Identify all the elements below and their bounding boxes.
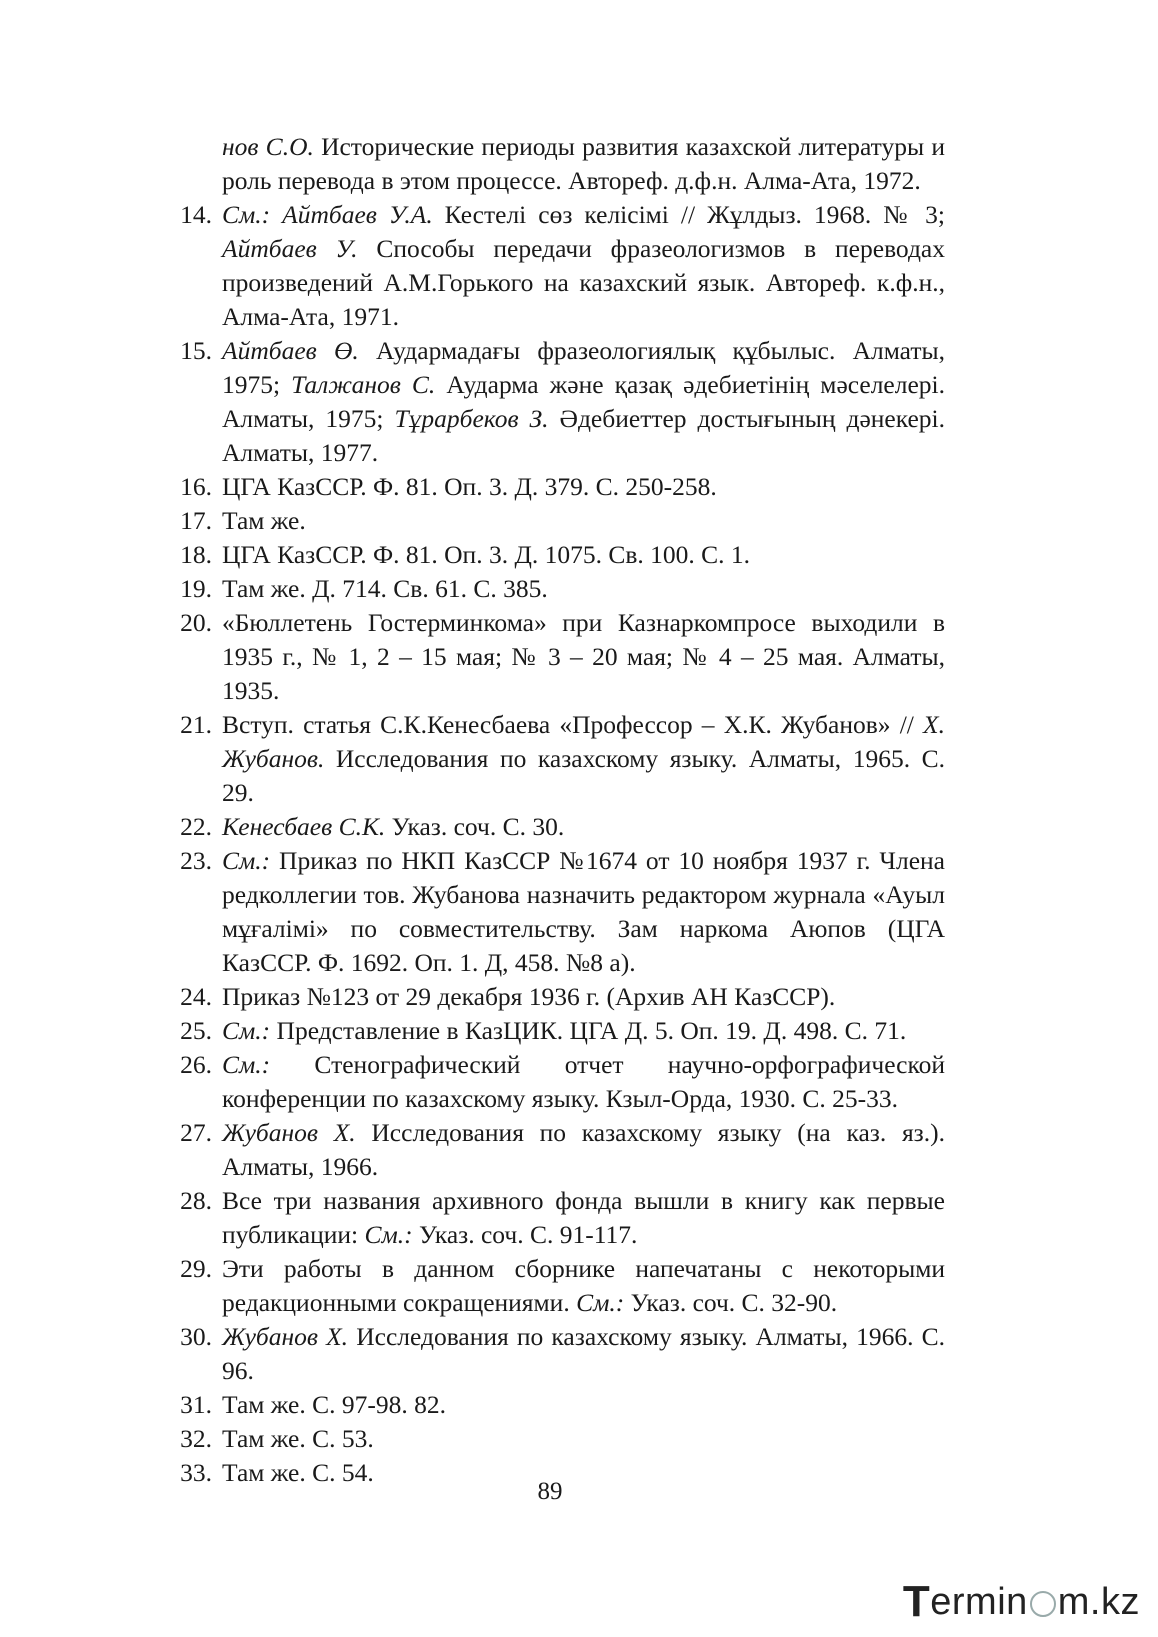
endnote-italic-segment: См.: <box>222 1016 271 1045</box>
endnote-number: 27. <box>180 1118 212 1147</box>
endnote-item <box>160 198 945 334</box>
endnote-italic-segment: См.: <box>222 1050 271 1079</box>
endnote-text-segment: Там же. <box>222 506 306 535</box>
endnote-text <box>222 504 945 538</box>
watermark-logo <box>903 1577 1140 1627</box>
logo-text-1: ermin <box>930 1580 1028 1623</box>
endnote-text-segment: Исследования по казахскому языку (на каз. яз.). Алматы, 1966. <box>222 1118 945 1181</box>
endnote-text <box>222 538 945 572</box>
endnote-text <box>222 1252 945 1320</box>
endnote-text <box>222 708 945 810</box>
endnote-number: 26. <box>180 1050 212 1079</box>
endnote-number: 33. <box>180 1458 212 1487</box>
endnote-italic-segment: См.: <box>364 1220 413 1249</box>
endnote-text-segment: Там же. С. 53. <box>222 1424 374 1453</box>
endnote-italic-segment: См.: <box>576 1288 625 1317</box>
endnotes-list <box>160 130 945 1490</box>
endnote-text-segment: Там же. С. 97-98. 82. <box>222 1390 446 1419</box>
endnote-item <box>160 538 945 572</box>
endnote-text-segment: Эти работы в данном сборнике напечатаны с некоторыми редакционными сокращениями. <box>222 1254 945 1317</box>
endnote-number: 30. <box>180 1322 212 1351</box>
endnote-text-segment: ЦГА КазССР. Ф. 81. Оп. 3. Д. 1075. Св. 100. С. 1. <box>222 540 751 569</box>
endnote-italic-segment: Тұрарбеков З. <box>394 404 549 433</box>
continued-note-author: нов С.О. <box>222 132 314 161</box>
endnote-text-segment: Представление в КазЦИК. ЦГА Д. 5. Оп. 19. Д. 498. С. 71. <box>270 1016 907 1045</box>
endnote-text-segment: Приказ №123 от 29 декабря 1936 г. (Архив АН КазССР). <box>222 982 836 1011</box>
continued-note <box>160 130 945 198</box>
endnote-text <box>222 1014 945 1048</box>
endnote-item <box>160 606 945 708</box>
endnote-text <box>222 1388 945 1422</box>
endnote-item <box>160 980 945 1014</box>
endnote-number: 15. <box>180 336 212 365</box>
page-number: 89 <box>537 1478 563 1505</box>
endnote-text <box>222 810 945 844</box>
endnote-text <box>222 1116 945 1184</box>
endnote-text <box>222 606 945 708</box>
endnote-italic-segment: Айтбаев Ө. <box>222 336 359 365</box>
endnote-number: 31. <box>180 1390 212 1419</box>
endnote-text <box>222 1048 945 1116</box>
continued-note-text: Исторические периоды развития казахской литературы и роль перевода в этом процессе. Автореф. д.ф.н. Алма-Ата, 1972. <box>222 132 945 195</box>
endnote-item <box>160 708 945 810</box>
endnote-text-segment: Исследования по казахскому языку. Алматы, 1966. С. 96. <box>222 1322 945 1385</box>
endnote-number: 20. <box>180 608 212 637</box>
endnote-item <box>160 1252 945 1320</box>
endnote-item <box>160 470 945 504</box>
endnote-number: 18. <box>180 540 212 569</box>
endnote-number: 14. <box>180 200 212 229</box>
endnote-text-segment: Стенографический отчет научно-орфографической конференции по казахскому языку. Кзыл-Орда, 1930. С. 25-33. <box>222 1050 945 1113</box>
endnote-number: 16. <box>180 472 212 501</box>
endnote-text-segment: Там же. С. 54. <box>222 1458 374 1487</box>
logo-text-2: m.kz <box>1057 1580 1140 1623</box>
endnote-text-segment: Аудармадағы фразеологиялық құбылыс. Алматы, 1975; <box>222 336 945 399</box>
endnote-number: 19. <box>180 574 212 603</box>
endnote-number: 24. <box>180 982 212 1011</box>
endnote-text <box>222 1422 945 1456</box>
endnote-item <box>160 504 945 538</box>
endnote-italic-segment: Жубанов Х. <box>222 1118 356 1147</box>
endnote-item <box>160 1388 945 1422</box>
endnote-number: 23. <box>180 846 212 875</box>
magnifier-icon <box>1030 1591 1056 1617</box>
endnote-text-segment: «Бюллетень Гостерминкома» при Казнаркомпросе выходили в 1935 г., № 1, 2 – 15 мая; № 3 – 20 мая; № 4 – 25 мая. Алматы, 1935. <box>222 608 945 705</box>
endnote-text-segment: Способы передачи фразеологизмов в переводах произведений А.М.Горького на казахский язык. Автореф. к.ф.н., Алма-Ата, 1971. <box>222 234 945 331</box>
endnote-text-segment: Аударма және қазақ әдебиетінің мәселелері. Алматы, 1975; <box>222 370 946 433</box>
endnote-number: 28. <box>180 1186 212 1215</box>
endnote-text <box>222 334 945 470</box>
endnote-number: 32. <box>180 1424 212 1453</box>
endnote-number: 22. <box>180 812 212 841</box>
endnote-text-segment: Все три названия архивного фонда вышли в книгу как первые публикации: <box>222 1186 945 1249</box>
endnote-text-segment: Әдебиеттер достығының дәнекері. Алматы, 1977. <box>222 404 946 467</box>
endnote-item <box>160 1422 945 1456</box>
endnote-item <box>160 1014 945 1048</box>
endnote-text <box>222 844 945 980</box>
endnote-number: 17. <box>180 506 212 535</box>
endnote-italic-segment: См.: <box>222 846 271 875</box>
endnote-text-segment: Вступ. статья С.К.Кенесбаева «Профессор – Х.К. Жубанов» // <box>222 710 924 739</box>
endnote-text-segment: Кестелі сөз келісімі // Жұлдыз. 1968. № 3; <box>432 200 945 229</box>
endnote-italic-segment: Х. Жубанов. <box>222 710 945 773</box>
endnote-number: 29. <box>180 1254 212 1283</box>
endnote-text <box>222 1320 945 1388</box>
endnote-italic-segment: См.: Айтбаев У.А. <box>222 200 433 229</box>
endnote-italic-segment: Кенесбаев С.К. <box>222 812 386 841</box>
logo-initial: T <box>902 1577 931 1626</box>
endnote-item <box>160 1048 945 1116</box>
endnote-item <box>160 1116 945 1184</box>
endnote-item <box>160 334 945 470</box>
endnote-text-segment: ЦГА КазССР. Ф. 81. Оп. 3. Д. 379. С. 250-258. <box>222 472 717 501</box>
endnote-number: 25. <box>180 1016 212 1045</box>
endnote-text <box>222 980 945 1014</box>
endnote-text-segment: Указ. соч. С. 30. <box>385 812 565 841</box>
endnote-item <box>160 1320 945 1388</box>
endnote-text <box>222 470 945 504</box>
endnote-text <box>222 572 945 606</box>
endnote-italic-segment: Жубанов Х. <box>222 1322 349 1351</box>
endnote-text-segment: Приказ по НКП КазССР №1674 от 10 ноября 1937 г. Члена редколлегии тов. Жубанова назначить редактором журнала «Ауыл мұғалімі» по совместительству. Зам наркома Аюпов (ЦГА КазССР. Ф. 1692. Оп. 1. Д, 458. №8 а). <box>222 846 945 977</box>
endnote-text-segment: Исследования по казахскому языку. Алматы, 1965. С. 29. <box>222 744 945 807</box>
endnote-item <box>160 844 945 980</box>
endnote-item <box>160 1184 945 1252</box>
endnote-item <box>160 810 945 844</box>
endnote-italic-segment: Айтбаев У. <box>222 234 358 263</box>
endnote-text-segment: Указ. соч. С. 32-90. <box>624 1288 838 1317</box>
endnote-text-segment: Указ. соч. С. 91-117. <box>412 1220 638 1249</box>
endnote-item <box>160 572 945 606</box>
endnote-number: 21. <box>180 710 212 739</box>
endnote-text <box>222 198 945 334</box>
endnote-text-segment: Там же. Д. 714. Св. 61. С. 385. <box>222 574 548 603</box>
endnote-italic-segment: Талжанов С. <box>291 370 436 399</box>
endnote-text <box>222 1184 945 1252</box>
